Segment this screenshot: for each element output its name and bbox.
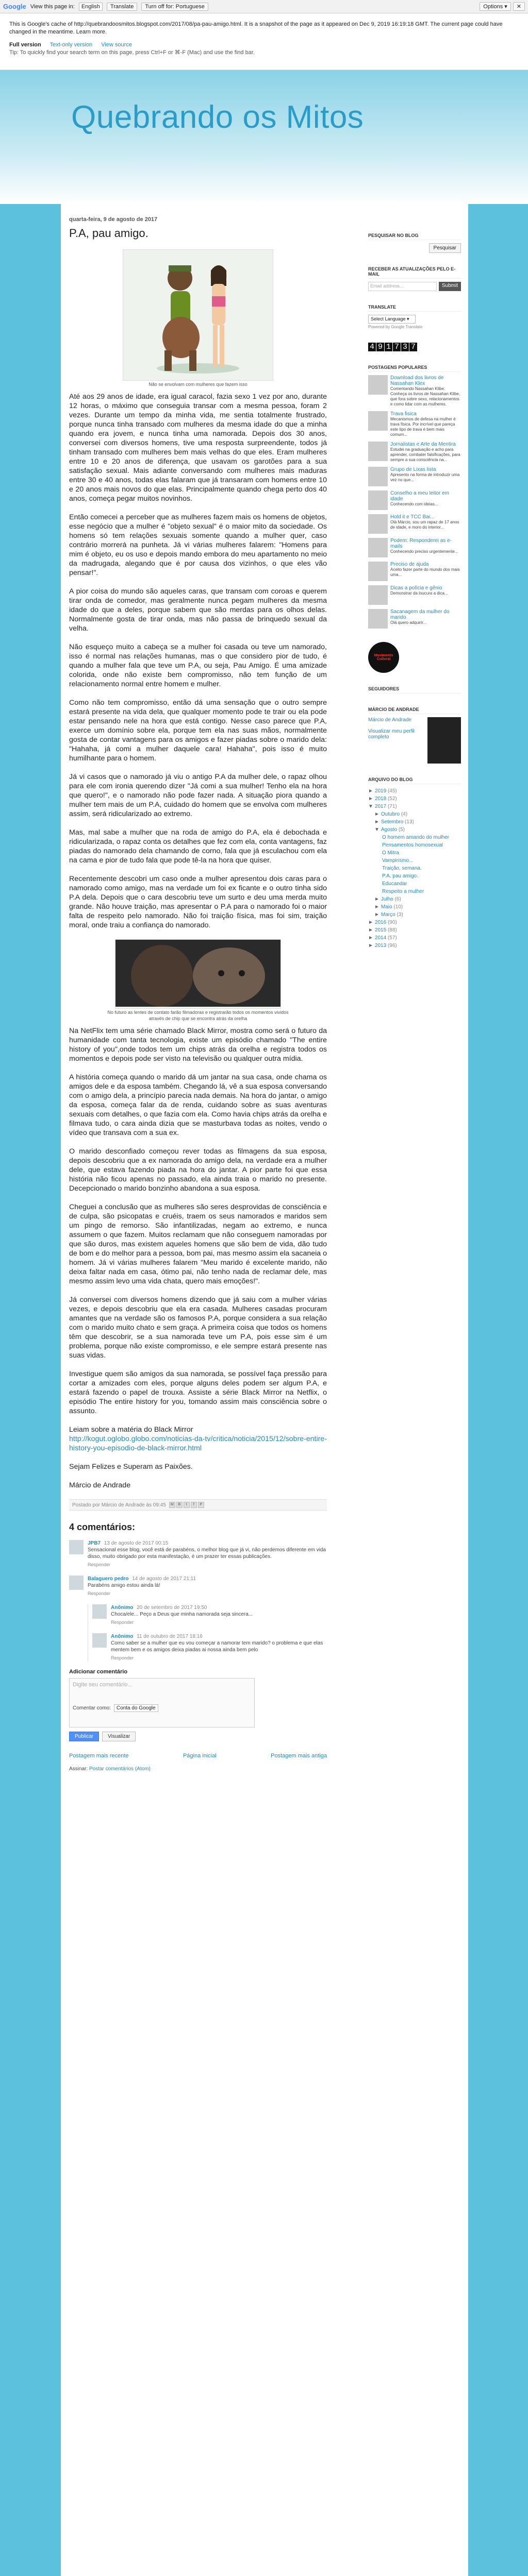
archive-link[interactable]: O homem amando do mulher — [382, 835, 450, 840]
counter-digit: 4 — [368, 343, 376, 351]
comment-box[interactable] — [69, 1678, 255, 1727]
archive-link[interactable]: Agosto — [381, 827, 398, 833]
archive-item[interactable] — [368, 849, 461, 857]
popular-title[interactable]: Podem: Responderei as e-mails — [390, 538, 452, 549]
popular-title[interactable]: Download dos livros de Nassahan Klex — [390, 375, 444, 386]
translate-widget — [368, 304, 461, 329]
pinterest-share-icon[interactable]: P — [198, 1502, 204, 1508]
widget-title: ARQUIVO DO BLOG — [368, 777, 461, 784]
archive-item[interactable] — [368, 857, 461, 865]
reply-link[interactable]: Responder — [88, 1591, 111, 1596]
archive-link[interactable]: O Mitra — [382, 850, 399, 856]
comment-author: Anônimo — [111, 1605, 134, 1611]
popular-desc: Conhecendo preciso urgentemente... — [390, 549, 458, 554]
archive-count: (5) — [398, 827, 405, 833]
popular-item[interactable] — [368, 411, 461, 437]
toggle-icon[interactable]: ► — [368, 788, 373, 794]
widget-title: RECEBER AS ATUALIZAÇÕES PELO E-MAIL — [368, 266, 461, 279]
popular-desc: Estudei na graduação e acho para aprender, combater falsificações, para sempre a sua consciência na... — [390, 447, 460, 462]
translate-button[interactable]: Translate — [107, 3, 137, 11]
post-image-1 — [69, 249, 327, 387]
counter-digit: 7 — [393, 343, 401, 351]
comment-author[interactable]: JPB7 — [88, 1540, 101, 1546]
email-share-icon[interactable]: M — [169, 1502, 175, 1508]
cache-notice — [0, 13, 528, 70]
thumbnail[interactable] — [368, 538, 388, 557]
popular-desc: Conhecendo com ideias... — [390, 502, 438, 506]
visitor-counter — [368, 343, 461, 351]
archive-widget — [368, 777, 461, 950]
counter-digit: 3 — [401, 343, 409, 351]
thumbnail[interactable] — [368, 609, 388, 629]
archive-count: (88) — [387, 927, 397, 933]
search-widget — [368, 233, 461, 253]
image-caption-2: No futuro as lentes de contato farão filmadoras e registrarão todos os momentos vividos — [107, 1010, 289, 1015]
movement-badge[interactable]: Movimento Cultural — [368, 642, 399, 673]
archive-item[interactable] — [368, 911, 461, 919]
publish-button[interactable]: Publicar — [69, 1732, 99, 1741]
popular-item[interactable] — [368, 467, 461, 486]
archive-item[interactable] — [368, 803, 461, 810]
post-paragraph: Então comecei a perceber que as mulheres fazem mais os homens de objetos, esse negócio que a mulher é "objeto sexual" é o maior mito da sociedade. Os homens só tem relações sexuais somente quando a mulher quer, caso contrário morrerá na punheta. Já vi várias mulheres falarem: "Homens para mim é objeto, eu os uso e depois mando embora do meu apartamento no meio da madrugada, alegando que é por causa dos vizinhos, o que eles vão pensar!". — [69, 513, 327, 577]
archive-link[interactable]: Educandar — [382, 881, 407, 887]
popular-title[interactable]: Trava fisica — [390, 411, 417, 417]
badge-widget — [368, 642, 461, 673]
archive-link[interactable]: Julho — [381, 896, 393, 902]
full-version: Full version — [9, 42, 41, 48]
popular-posts — [368, 365, 461, 629]
thumbnail[interactable] — [368, 442, 388, 461]
popular-title[interactable]: Sacanagem da mulher do marido — [390, 609, 450, 620]
reply-link[interactable]: Responder — [88, 1562, 111, 1567]
widget-title: TRANSLATE — [368, 304, 461, 312]
blog-share-icon[interactable]: B — [176, 1502, 183, 1508]
archive-item[interactable] — [368, 841, 461, 849]
post-paragraph: O marido desconfiado começou rever todas as filmagens da sua esposa, depois descobriu que a ex namorada do amigo dela, na verdade era a mulher dele, que estava fazendo piada na hora do jantar. A pior parte foi que essa história não ficou apenas no passado, ela ainda traia o marido no presente. Decepcionado o marido bonzinho abandona a sua esposa. — [69, 1147, 327, 1193]
toggle-icon[interactable]: ► — [374, 819, 380, 825]
content-page — [61, 204, 468, 2576]
signature: Márcio de Andrade — [69, 1481, 131, 1489]
archive-count: (71) — [387, 804, 397, 809]
blog-pager — [69, 1753, 327, 1759]
archive-link[interactable]: Maio — [381, 904, 392, 910]
comment-text: Como saber se a mulher que eu vou começar a namorar tem marido? o problema e que elas mentem bem e os amigos deixa piadas ai nossa ainda bem pelo — [111, 1640, 323, 1653]
add-comment-label: Adicionar comentário — [69, 1669, 128, 1675]
toggle-icon[interactable]: ► — [368, 935, 373, 941]
facebook-share-icon[interactable]: f — [191, 1502, 197, 1508]
post-paragraph: Já conversei com diversos homens dizendo que já saiu com a mulher várias vezes, e depois descobriu que ela era casada. Mulheres casadas procuram amantes que na verdade são os famosos P.A, porque considera a sua relação com o marido muito chato e sem graça. A primeira coisa que todos os homens têm que descobrir, se a sua namorada teve um P.A, pois esse sim é um problema, porque não existe compromisso, e ele sempre estará presente nas suas vidas. — [69, 1296, 327, 1360]
popular-item[interactable] — [368, 538, 461, 557]
archive-link[interactable]: Outubro — [381, 811, 400, 817]
archive-link[interactable]: Respeito a mulher — [382, 889, 424, 894]
comment-date[interactable]: 11 de outubro de 2017 18:16 — [137, 1634, 203, 1639]
popular-item[interactable] — [368, 442, 461, 463]
cache-links — [9, 41, 519, 49]
popular-title[interactable]: Jornalistas e Arte da Mentira — [390, 442, 456, 447]
followers-widget — [368, 686, 461, 693]
subscribe-widget — [368, 266, 461, 291]
archive-count: (10) — [393, 904, 403, 910]
post-paragraph: Não esqueço muito a cabeça se a mulher foi casada ou teve um namorado, isso é normal nas relações humanas, mas o que considero pior de tudo, é quando a mulher fala que teve um P.A, ou seja, Pau Amigo. É uma amizade colorida, onde não existe bem compromisso, não tem função de um relacionamento normal entre homem e mulher. — [69, 643, 327, 688]
black-mirror-image[interactable] — [115, 939, 281, 1009]
archive-item[interactable] — [368, 810, 461, 818]
profile-photo[interactable] — [427, 717, 461, 764]
popular-title[interactable]: Preciso de ajuda — [390, 562, 429, 567]
comment-item — [69, 1540, 327, 1568]
submit-button[interactable]: Submit — [439, 282, 461, 291]
subscribe-label: Assinar: — [69, 1766, 88, 1772]
popular-item[interactable] — [368, 514, 461, 534]
widget-title: PESQUISAR NO BLOG — [368, 233, 461, 240]
thumbnail[interactable] — [368, 490, 388, 510]
widget-title: SEGUIDORES — [368, 686, 461, 693]
post-paragraph: Investigue quem são amigos da sua namorada, se possível faça pressão para cortar a amizades com eles, porque alguns deles podem ser algum P.A, e estará fazendo o papel de trouxa. Assiste a série Black Mirror na Netflix, o episódio The entire history for you, tomando assim mais consciência sobre o assunto. — [69, 1370, 327, 1415]
archive-link[interactable]: 2015 — [374, 927, 387, 933]
archive-count: (3) — [397, 912, 403, 918]
toggle-icon[interactable]: ► — [374, 904, 380, 910]
archive-link[interactable]: Vampirismo... — [382, 858, 414, 863]
thumbnail[interactable] — [368, 467, 388, 486]
popular-title[interactable]: Dicas a polícia e gênio — [390, 585, 442, 591]
blog-header — [0, 70, 528, 204]
post-paragraph: A história começa quando o marido dá um jantar na sua casa, onde chama os amigos dele e da esposa também. Chegando lá, vê a sua esposa conversando com o amigo dela, a princípio parecia nada demais. Na hora do jantar, o amigo da esposa, começa falar da de renda, cuidando sobre as suas aventuras sexuais com detalhes, o que fazia com ela. Como havia chips atrás da orelha e filmava tudo, o cara ainda dizia que se masturbava todas as noites, vendo o vídeo que transava com a sua ex. — [69, 1073, 327, 1137]
avatar — [69, 1540, 84, 1554]
comment-as-label: Comentar como: — [73, 1705, 111, 1711]
post-paragraph: Recentemente descobri um caso onde a mulher apresentou dois caras para o namorado como amigo, mas na verdade um foi ex ficante e o outro tinha sido P.A dela. Depois que o cara descobriu teve um surto e deu uma merda muito grande. Não houve traição, mas apresentar o P.A para o namorado foi o maior falta de respeito pelo namorado. Não foi traição física, mas foi sim, traição moral, onde traiu a confiança do namorado. — [69, 875, 327, 929]
toggle-icon[interactable]: ► — [368, 920, 373, 925]
post-paragraph: A pior coisa do mundo são aqueles caras, que transam com coroas e querem tirar onda de comedor, mas geralmente nunca pegam mulheres da mesma idade do que a deles, porque sabem que são merdas para os olhos delas. Normalmente gosta de tirar onda, mas não passa de brinquedo sexual da velha. — [69, 587, 327, 633]
post-date: quarta-feira, 9 de agosto de 2017 — [69, 216, 158, 223]
image-caption-1: Não se envolvam com mulheres que fazem isso — [148, 382, 248, 387]
popular-item[interactable] — [368, 375, 461, 407]
post-paragraph: Como não tem compromisso, então dá uma sensação que o outro sempre estará presente na vida dela, que qualquer momento pode te trair ou ela pode estar pensando nele na hora que está contigo. Nesse caso parece que P.A, exerce um domínio sobre ela, porque tem ela nas suas mãos, normalmente gosta de contar vantagens para os amigos e fazer piadas sobre o marido dela: "Hahaha, já comi a mulher daquele cara! Hahaha", pois isso é muito humilhante para o homem. — [69, 699, 327, 762]
powered-by: Powered by Google Translate — [368, 325, 423, 329]
twitter-share-icon[interactable]: t — [184, 1502, 190, 1508]
comment-date[interactable]: 20 de setembro de 2017 19:50 — [137, 1605, 207, 1611]
post-paragraph: Cheguei a conclusão que as mulheres são seres desprovidas de consciência e de culpa, são psicopatas e cruéis, traem os seus namorados e maridos sem um pingo de remorso. São infantilizadas, negam ao extremo, e nunca assumem o que fazem. Muitos reclamam que não conseguem namoradas por que são duros, mas existem aqueles homens que são bem de vida, dão tudo de bom e do melhor para a pessoa, bom pai, mas mesmo assim ela sacaneia o homem. Já vi várias mulheres falarem "Meu marido é excelente marido, não deixa faltar nada em casa, ótimo pai, não tenho nada de reclamar dele, mas mesmo assim levo uma vida chata, quero mais emoções!". — [69, 1203, 327, 1285]
post-paragraph: Até aos 29 anos de idade, era igual caracol, fazia sexo 1 vez por ano, durante 12 horas, o máximo que conseguia transar com a mesma pessoa, foram 2 vezes. Durante um tempo da minha vida, me sentia totalmente frustrado, porque nunca tinha transado com mulheres da mesma idade do que a minha quando era jovem, e nunca tinha uma namorada. Depois dos 30 anos, conversei com diversos homens, tive uma resposta surpreendente, todos já tinham transado com mulheres bem mais velhas do que eles. Eram mulheres entre 10 e 20 anos de diferença, que usavam os garotões para a sua satisfação sexual. Mais adiante conversando com mulheres mais maduras entre 30 e 40 anos, todas elas falaram que já transaram com homens entre 10 e 20 anos mais novos do que elas. Principalmente quando chega perto dos 40 anos, começa pegar muitos novinhos. — [69, 393, 327, 503]
popular-desc: Apresento na forma de introduzir uma vez no que... — [390, 472, 460, 482]
archive-item[interactable] — [368, 934, 461, 942]
profile-name-link[interactable]: Márcio de Andrade — [368, 717, 411, 723]
cache-info: This is Google's cache of http://quebrandoosmitos.blogspot.com/2017/08/pa-pau-amigo.html. It is a snapshot of the page as it appeared on Dec 9, 2019 16:19:18 GMT. The current page could have changed in the meantime. Learn more. — [9, 21, 503, 35]
archive-item[interactable] — [368, 880, 461, 888]
newer-post-link[interactable]: Postagem mais recente — [69, 1753, 129, 1759]
search-button[interactable]: Pesquisar — [429, 243, 461, 253]
comment-item — [69, 1575, 327, 1597]
comment-text: Choca/ele... Peço a Deus que minha namorada seja sincera... — [111, 1612, 253, 1617]
popular-desc: Olá Márcio, sou um rapaz de 17 anos de idade, e moro do interior... — [390, 520, 459, 530]
popular-desc: Olá quero adquirir... — [390, 620, 427, 625]
popular-item[interactable] — [368, 562, 461, 581]
profile-link[interactable]: Visualizar meu perfil completo — [368, 728, 415, 740]
archive-item[interactable] — [368, 826, 461, 834]
cartoon-image[interactable] — [123, 249, 273, 381]
comment-text: Sensacional esse blog, você está de parabéns, o melhor blog que já vi, não perdemos diferente em vida disso, muito obrigado por esta manifestação, é um prazer ter essas publicações. — [88, 1547, 326, 1560]
archive-link[interactable]: P.A, pau amigo. — [382, 873, 418, 879]
share-buttons — [169, 1502, 204, 1508]
toggle-icon[interactable]: ▼ — [374, 827, 380, 833]
comment-as-select[interactable]: Conta do Google — [114, 1704, 158, 1712]
archive-link[interactable]: Setembro — [381, 819, 404, 825]
comment-date[interactable]: 13 de agosto de 2017 00:15 — [104, 1540, 169, 1546]
comment-date[interactable]: 14 de agosto de 2017 21:11 — [132, 1576, 196, 1582]
archive-item[interactable] — [368, 834, 461, 841]
atom-feed-link[interactable]: Postar comentários (Atom) — [89, 1766, 151, 1772]
comment-buttons — [69, 1732, 327, 1741]
google-logo: Google — [3, 3, 26, 10]
email-field[interactable]: Email address... — [368, 282, 437, 291]
image-caption-2b: através de chip que se encontra atrás da orelha — [148, 1016, 248, 1021]
thumbnail[interactable] — [368, 585, 388, 605]
post-paragraph: Mas, mal sabe a mulher que na roda de amigo do P.A, ela é debochada e ridicularizada, o rapaz conta os detalhes que fez com ela, conta vantagens, faz piadas do namorado dela chamando de corno, fala que já esculachou com ela na cama e pior de tudo fala que pode tê-la na hora que quiser. — [69, 828, 327, 865]
comment-author: Anônimo — [111, 1634, 134, 1639]
archive-count: (96) — [387, 943, 397, 948]
widget-title: POSTAGENS POPULARES — [368, 365, 461, 372]
language-select[interactable]: English — [79, 3, 103, 11]
popular-desc: Demonstrar da loucura a dica... — [390, 591, 448, 596]
post-paragraph: Já vi casos que o namorado já viu o antigo P.A da mulher dele, o rapaz olhou para ele com ironia querendo dizer "Já comi a sua mulher! Tenho ela na hora que quero!", e o namorado não pode fazer nada. A situação piora quando a mulher tem mais de um P.A, cuidado do homem que se envolva com mulheres assim, será ridicularizado ao extremo. — [69, 773, 327, 818]
comment-author[interactable]: Balaguero pedro — [88, 1576, 129, 1582]
home-link[interactable]: Página inicial — [183, 1753, 217, 1759]
toggle-icon[interactable]: ► — [368, 943, 373, 948]
archive-link[interactable]: Março — [381, 912, 395, 918]
archive-item[interactable] — [368, 903, 461, 911]
toggle-icon[interactable]: ▼ — [368, 804, 373, 809]
archive-count: (52) — [387, 796, 397, 802]
comment-as — [73, 1704, 251, 1712]
archive-link[interactable]: 2019 — [374, 788, 387, 794]
reply-item — [92, 1604, 327, 1626]
comment-replies — [88, 1604, 327, 1662]
thumbnail[interactable] — [368, 411, 388, 431]
post-image-2 — [69, 939, 327, 1021]
archive-item[interactable] — [368, 818, 461, 826]
google-translate-bar — [0, 0, 528, 13]
archive-item[interactable] — [368, 865, 461, 872]
options-button[interactable]: Options ▾ — [480, 2, 511, 11]
popular-item[interactable] — [368, 490, 461, 510]
black-mirror-link-para — [69, 1425, 327, 1453]
thumbnail[interactable] — [368, 375, 388, 395]
archive-item[interactable] — [368, 895, 461, 903]
thumbnail[interactable] — [368, 514, 388, 534]
post-title: P.A, pau amigo. — [69, 227, 148, 240]
archive-count: (6) — [394, 896, 401, 902]
avatar — [92, 1604, 107, 1619]
comment-text: Parabéns amigo estou ainda lá! — [88, 1583, 160, 1588]
thumbnail[interactable] — [368, 562, 388, 581]
popular-title[interactable]: Hold it e TCC Bai... — [390, 514, 435, 520]
blog-title[interactable]: Quebrando os Mitos — [71, 99, 364, 135]
reply-link[interactable]: Responder — [111, 1620, 134, 1625]
blog-post — [69, 216, 327, 1772]
toggle-icon[interactable]: ► — [368, 927, 373, 933]
archive-count: (45) — [387, 788, 397, 794]
archive-item[interactable] — [368, 872, 461, 880]
reply-link[interactable]: Responder — [111, 1655, 134, 1660]
sidebar — [368, 233, 461, 963]
reply-item — [92, 1633, 327, 1662]
archive-item[interactable] — [368, 787, 461, 795]
archive-link[interactable]: Pensamentos homosexual — [382, 842, 443, 848]
translate-select[interactable]: Select Language ▾ — [368, 315, 416, 324]
avatar — [69, 1575, 84, 1590]
archive-link[interactable]: 2016 — [374, 920, 387, 925]
turn-off-button[interactable]: Turn off for: Portuguese — [141, 3, 208, 11]
avatar — [92, 1633, 107, 1648]
cache-tip: Tip: To quickly find your search term on this page, press Ctrl+F or ⌘-F (Mac) and use the find bar. — [9, 49, 255, 56]
archive-count: (90) — [387, 920, 397, 925]
popular-title[interactable]: Grupo de Lixas lista — [390, 467, 436, 472]
posted-by: Postado por Márcio de Andrade às 09:45 — [72, 1502, 166, 1508]
post-paragraph: Na NetFlix tem uma série chamado Black Mirror, mostra como será o futuro da humanidade com tanta tecnologia, existe um episódio chamado "The entire history of you",onde todos tem um chips atrás da orelha e registra todos os momentos e depois pode ser visto na televisão ou qualquer outra mídia. — [69, 1027, 327, 1063]
archive-link[interactable]: 2018 — [374, 796, 387, 802]
preview-button[interactable]: Visualizar — [102, 1732, 136, 1741]
archive-link[interactable]: Traição, semana. — [382, 866, 422, 871]
popular-desc: Aceito fazer parte do mundo dos mais uma... — [390, 567, 460, 577]
archive-count: (13) — [405, 819, 414, 825]
archive-item[interactable] — [368, 926, 461, 934]
popular-item[interactable] — [368, 609, 461, 629]
archive-count: (57) — [387, 935, 397, 941]
archive-link[interactable]: 2013 — [374, 943, 387, 948]
link-intro: Leiam sobre a matéria do Black Mirror — [69, 1426, 193, 1434]
archive-list — [368, 787, 461, 950]
counter-digit: 9 — [376, 343, 384, 351]
toggle-icon[interactable]: ► — [374, 896, 380, 902]
view-label: View this page in: — [30, 3, 75, 10]
popular-title[interactable]: Conselho a meu leitor em idade — [390, 490, 449, 502]
counter-digit: 7 — [409, 343, 417, 351]
toggle-icon[interactable]: ► — [374, 811, 380, 817]
popular-desc: Comentando Nassahan Klibe: Conheça os livros de Nassahan Klibe, que fora sobre sexo, relacionamentos e como lidar com as mulheres. — [390, 386, 460, 406]
subscribe-feed — [69, 1766, 327, 1772]
post-body-part2 — [69, 1026, 327, 1490]
toggle-icon[interactable]: ► — [374, 912, 380, 918]
closing-line: Sejam Felizes e Superam as Paixões. — [69, 1463, 193, 1471]
popular-desc: Mecanismos de defesa na mulher é trava física. Por incrível que pareça este tipo de trava é bem mais comum... — [390, 417, 456, 437]
counter-digit: 1 — [385, 343, 392, 351]
archive-link[interactable]: 2017 — [374, 804, 387, 809]
toggle-icon[interactable]: ► — [368, 796, 373, 802]
about-widget — [368, 707, 461, 764]
archive-item[interactable] — [368, 888, 461, 895]
post-footer — [69, 1499, 327, 1511]
text-only-link[interactable]: Text-only version — [50, 42, 93, 48]
older-post-link[interactable]: Postagem mais antiga — [271, 1753, 327, 1759]
comments-heading: 4 comentários: — [69, 1522, 136, 1532]
comments-section — [69, 1522, 327, 1741]
comment-input[interactable]: Digite seu comentário... — [73, 1682, 133, 1688]
black-mirror-link[interactable]: http://kogut.oglobo.globo.com/noticias-da-tv/critica/noticia/2015/12/sobre-entire-history-you-episodio-de-black-mirror.html — [69, 1435, 327, 1452]
widget-title: MÁRCIO DE ANDRADE — [368, 707, 461, 714]
archive-item[interactable] — [368, 942, 461, 950]
popular-item[interactable] — [368, 585, 461, 605]
archive-count: (4) — [401, 811, 408, 817]
post-body-part1 — [69, 392, 327, 930]
archive-item[interactable] — [368, 919, 461, 926]
archive-item[interactable] — [368, 795, 461, 803]
archive-link[interactable]: 2014 — [374, 935, 387, 941]
view-source-link[interactable]: View source — [101, 42, 132, 48]
close-icon[interactable]: ✕ — [513, 2, 525, 11]
